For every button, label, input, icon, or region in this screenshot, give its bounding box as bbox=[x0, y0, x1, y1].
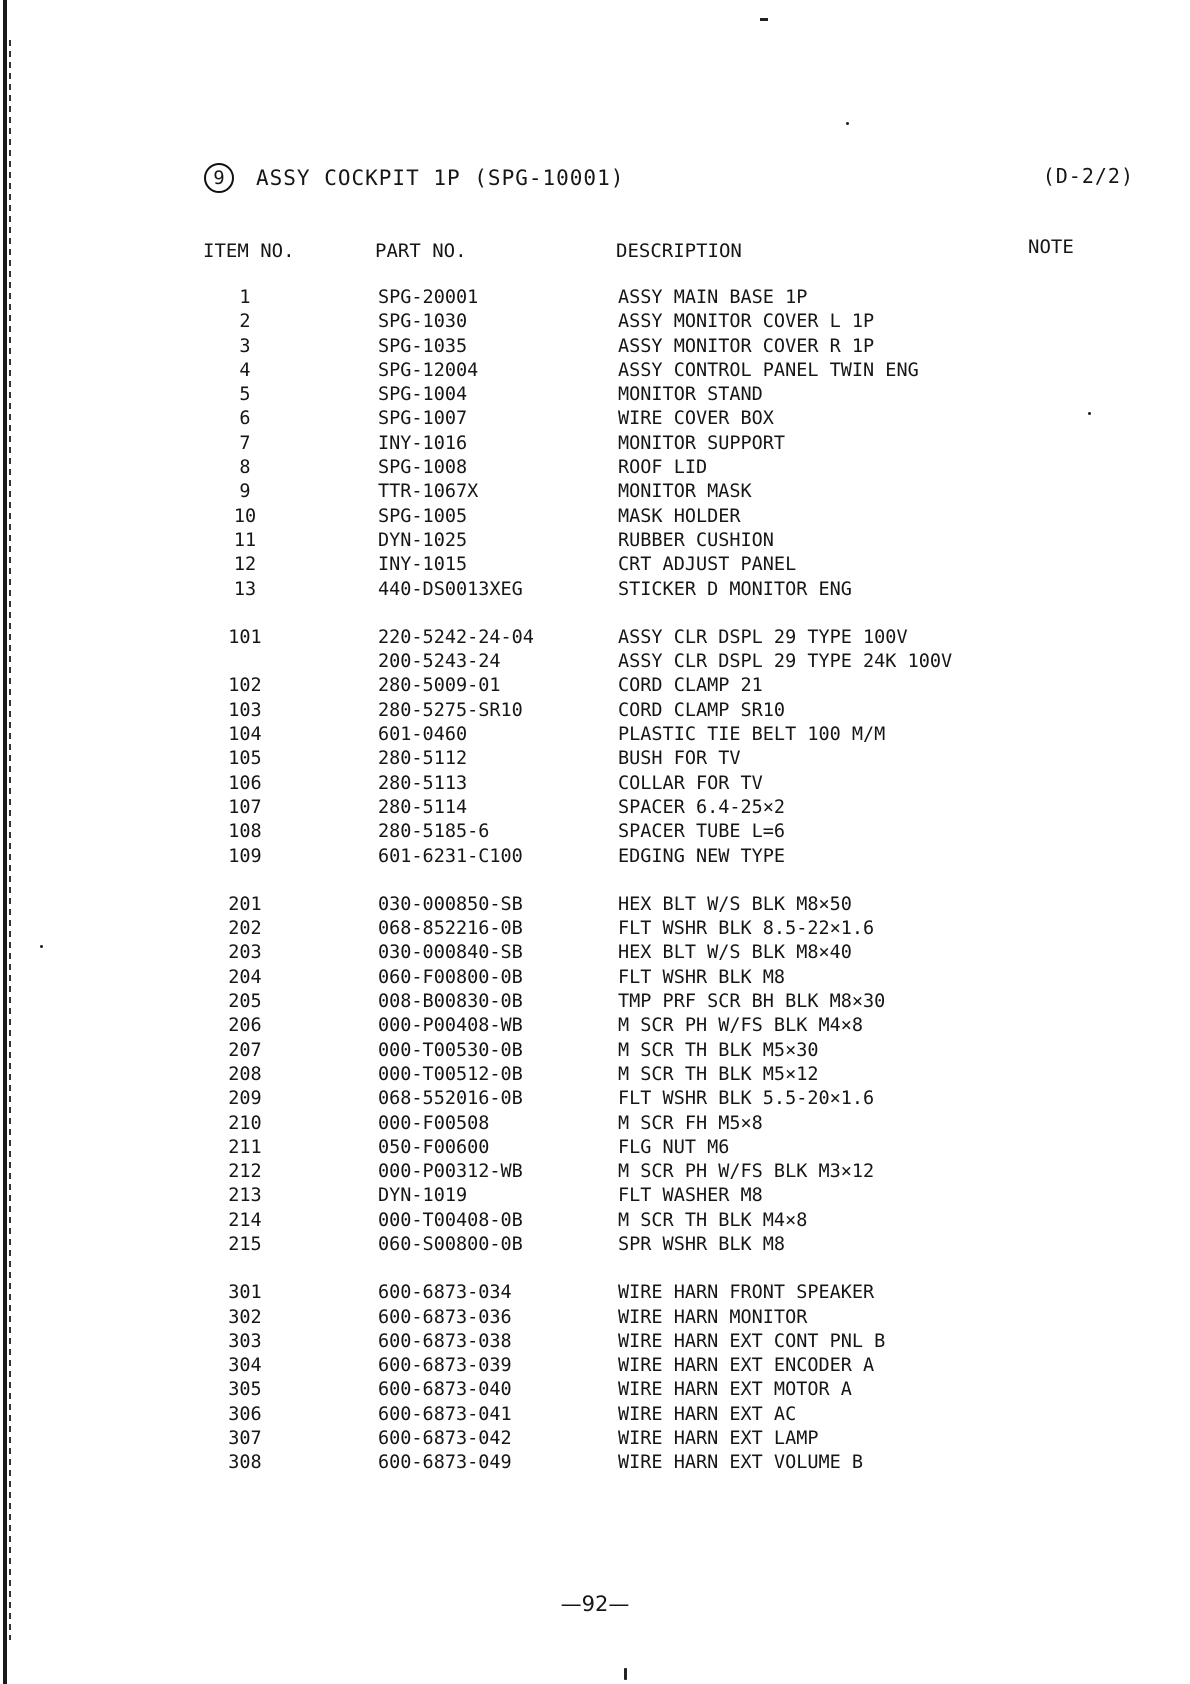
item-number: 108 bbox=[228, 821, 262, 843]
parts-group bbox=[0, 286, 1190, 602]
part-number: 050-F00600 bbox=[378, 1136, 490, 1158]
item-number: 207 bbox=[228, 1039, 262, 1061]
table-row bbox=[0, 990, 1190, 1014]
table-row bbox=[0, 310, 1190, 334]
part-number: 030-000850-SB bbox=[378, 893, 523, 915]
sheet-reference: (D-2/2) bbox=[1042, 164, 1134, 188]
description: M SCR TH BLK M5×30 bbox=[618, 1039, 819, 1061]
table-row bbox=[0, 1184, 1190, 1208]
part-number: 280-5009-01 bbox=[378, 675, 501, 697]
part-number: 000-T00408-0B bbox=[378, 1209, 523, 1231]
item-number: 303 bbox=[228, 1330, 262, 1352]
description: M SCR FH M5×8 bbox=[618, 1112, 763, 1134]
document-title-row bbox=[204, 158, 1134, 198]
part-number: SPG-1004 bbox=[378, 384, 468, 406]
item-number: 212 bbox=[228, 1161, 262, 1183]
item-number: 211 bbox=[228, 1136, 262, 1158]
item-number: 308 bbox=[228, 1452, 262, 1474]
scan-speck bbox=[760, 18, 768, 21]
table-row bbox=[0, 286, 1190, 310]
item-number: 8 bbox=[239, 457, 251, 479]
description: M SCR PH W/FS BLK M3×12 bbox=[618, 1161, 875, 1183]
table-row bbox=[0, 553, 1190, 577]
item-number: 301 bbox=[228, 1282, 262, 1304]
item-number: 215 bbox=[228, 1233, 262, 1255]
part-number: 220-5242-24-04 bbox=[378, 626, 534, 648]
table-row bbox=[0, 796, 1190, 820]
item-number: 206 bbox=[228, 1015, 262, 1037]
item-number: 104 bbox=[228, 724, 262, 746]
part-number: 600-6873-034 bbox=[378, 1282, 512, 1304]
description: CORD CLAMP SR10 bbox=[618, 699, 786, 721]
part-number: 600-6873-049 bbox=[378, 1452, 512, 1474]
table-row bbox=[0, 359, 1190, 383]
description: FLT WSHR BLK M8 bbox=[618, 966, 786, 988]
item-number: 209 bbox=[228, 1088, 262, 1110]
parts-table bbox=[0, 286, 1190, 1500]
table-row bbox=[0, 941, 1190, 965]
part-number: 000-F00508 bbox=[378, 1112, 490, 1134]
item-number: 105 bbox=[228, 748, 262, 770]
description: WIRE COVER BOX bbox=[618, 408, 774, 430]
table-row bbox=[0, 699, 1190, 723]
description: COLLAR FOR TV bbox=[618, 772, 763, 794]
description: ASSY CLR DSPL 29 TYPE 100V bbox=[618, 626, 908, 648]
item-number: 11 bbox=[233, 529, 257, 551]
part-number: SPG-1030 bbox=[378, 311, 468, 333]
table-row bbox=[0, 1209, 1190, 1233]
part-number: SPG-1035 bbox=[378, 335, 468, 357]
table-row bbox=[0, 1112, 1190, 1136]
table-row bbox=[0, 820, 1190, 844]
item-number: 205 bbox=[228, 991, 262, 1013]
part-number: 280-5113 bbox=[378, 772, 468, 794]
part-number: 060-S00800-0B bbox=[378, 1233, 523, 1255]
description: MONITOR SUPPORT bbox=[618, 432, 786, 454]
parts-group bbox=[0, 1281, 1190, 1475]
part-number: DYN-1019 bbox=[378, 1185, 468, 1207]
item-number: 304 bbox=[228, 1355, 262, 1377]
item-number: 12 bbox=[233, 554, 257, 576]
parts-group bbox=[0, 626, 1190, 869]
description: FLT WSHR BLK 8.5-22×1.6 bbox=[618, 918, 875, 940]
part-number: 000-P00408-WB bbox=[378, 1015, 523, 1037]
item-number: 1 bbox=[239, 287, 251, 308]
description: ASSY MAIN BASE 1P bbox=[618, 287, 808, 308]
description: RUBBER CUSHION bbox=[618, 529, 774, 551]
table-row bbox=[0, 1160, 1190, 1184]
table-row bbox=[0, 1330, 1190, 1354]
description: BUSH FOR TV bbox=[618, 748, 741, 770]
table-row bbox=[0, 747, 1190, 771]
part-number: INY-1016 bbox=[378, 432, 468, 454]
item-number: 103 bbox=[228, 699, 262, 721]
table-row bbox=[0, 480, 1190, 504]
part-number: 068-852216-0B bbox=[378, 918, 523, 940]
item-number: 213 bbox=[228, 1185, 262, 1207]
description: M SCR TH BLK M5×12 bbox=[618, 1063, 819, 1085]
part-number: DYN-1025 bbox=[378, 529, 468, 551]
table-row bbox=[0, 1281, 1190, 1305]
table-row bbox=[0, 1306, 1190, 1330]
part-number: 600-6873-041 bbox=[378, 1403, 512, 1425]
item-number: 210 bbox=[228, 1112, 262, 1134]
part-number: 280-5185-6 bbox=[378, 821, 490, 843]
description: CORD CLAMP 21 bbox=[618, 675, 763, 697]
table-row bbox=[0, 772, 1190, 796]
part-number: 200-5243-24 bbox=[378, 651, 501, 673]
part-number: 601-6231-C100 bbox=[378, 845, 523, 867]
item-number: 202 bbox=[228, 918, 262, 940]
column-header-note: NOTE bbox=[1028, 236, 1074, 258]
part-number: SPG-12004 bbox=[378, 359, 479, 381]
part-number: 601-0460 bbox=[378, 724, 468, 746]
part-number: 008-B00830-0B bbox=[378, 991, 523, 1013]
item-number: 107 bbox=[228, 796, 262, 818]
part-number: 000-T00512-0B bbox=[378, 1063, 523, 1085]
description: ASSY MONITOR COVER R 1P bbox=[618, 335, 875, 357]
parts-group bbox=[0, 893, 1190, 1257]
item-number: 307 bbox=[228, 1428, 262, 1450]
description: SPACER TUBE L=6 bbox=[618, 821, 786, 843]
item-number: 101 bbox=[228, 626, 262, 648]
description: EDGING NEW TYPE bbox=[618, 845, 786, 867]
description: ASSY MONITOR COVER L 1P bbox=[618, 311, 875, 333]
description: HEX BLT W/S BLK M8×50 bbox=[618, 893, 852, 915]
table-row bbox=[0, 845, 1190, 869]
description: HEX BLT W/S BLK M8×40 bbox=[618, 942, 852, 964]
description: PLASTIC TIE BELT 100 M/M bbox=[618, 724, 886, 746]
part-number: 600-6873-042 bbox=[378, 1428, 512, 1450]
table-row bbox=[0, 432, 1190, 456]
description: WIRE HARN FRONT SPEAKER bbox=[618, 1282, 875, 1304]
table-row bbox=[0, 1451, 1190, 1475]
part-number: 600-6873-040 bbox=[378, 1379, 512, 1401]
part-number: SPG-1007 bbox=[378, 408, 468, 430]
item-number: 2 bbox=[239, 311, 251, 333]
table-row bbox=[0, 1063, 1190, 1087]
description: WIRE HARN EXT MOTOR A bbox=[618, 1379, 852, 1401]
description: WIRE HARN EXT AC bbox=[618, 1403, 797, 1425]
description: TMP PRF SCR BH BLK M8×30 bbox=[618, 991, 886, 1013]
item-number: 3 bbox=[239, 335, 251, 357]
description: ASSY CLR DSPL 29 TYPE 24K 100V bbox=[618, 651, 953, 673]
scan-speck bbox=[846, 122, 849, 125]
description: WIRE HARN EXT CONT PNL B bbox=[618, 1330, 886, 1352]
table-row bbox=[0, 917, 1190, 941]
description: MASK HOLDER bbox=[618, 505, 741, 527]
document-title: ASSY COCKPIT 1P (SPG-10001) bbox=[256, 166, 625, 190]
description: SPR WSHR BLK M8 bbox=[618, 1233, 786, 1255]
table-row bbox=[0, 650, 1190, 674]
description: CRT ADJUST PANEL bbox=[618, 554, 797, 576]
table-row bbox=[0, 505, 1190, 529]
table-row bbox=[0, 966, 1190, 990]
column-header-item: ITEM NO. bbox=[203, 240, 295, 262]
table-row bbox=[0, 335, 1190, 359]
table-row bbox=[0, 1233, 1190, 1257]
description: FLT WASHER M8 bbox=[618, 1185, 763, 1207]
part-number: 600-6873-036 bbox=[378, 1306, 512, 1328]
table-row bbox=[0, 1039, 1190, 1063]
item-number: 306 bbox=[228, 1403, 262, 1425]
table-row bbox=[0, 626, 1190, 650]
item-number: 214 bbox=[228, 1209, 262, 1231]
item-number: 305 bbox=[228, 1379, 262, 1401]
description: STICKER D MONITOR ENG bbox=[618, 578, 852, 600]
part-number: INY-1015 bbox=[378, 554, 468, 576]
description: MONITOR STAND bbox=[618, 384, 763, 406]
item-number: 6 bbox=[239, 408, 251, 430]
item-number: 203 bbox=[228, 942, 262, 964]
table-row bbox=[0, 1378, 1190, 1402]
part-number: SPG-20001 bbox=[378, 287, 479, 308]
part-number: SPG-1008 bbox=[378, 457, 468, 479]
description: MONITOR MASK bbox=[618, 481, 752, 503]
description: WIRE HARN EXT LAMP bbox=[618, 1428, 819, 1450]
item-number: 208 bbox=[228, 1063, 262, 1085]
table-row bbox=[0, 1427, 1190, 1451]
part-number: 000-P00312-WB bbox=[378, 1161, 523, 1183]
part-number: 000-T00530-0B bbox=[378, 1039, 523, 1061]
section-number-badge: 9 bbox=[204, 163, 234, 193]
table-row bbox=[0, 1354, 1190, 1378]
table-row bbox=[0, 1136, 1190, 1160]
part-number: 280-5275-SR10 bbox=[378, 699, 523, 721]
scan-speck bbox=[624, 1668, 627, 1680]
table-row bbox=[0, 529, 1190, 553]
table-row bbox=[0, 1403, 1190, 1427]
item-number: 102 bbox=[228, 675, 262, 697]
table-row bbox=[0, 383, 1190, 407]
item-number: 109 bbox=[228, 845, 262, 867]
item-number: 10 bbox=[233, 505, 257, 527]
table-row bbox=[0, 407, 1190, 431]
item-number: 201 bbox=[228, 893, 262, 915]
item-number: 13 bbox=[233, 578, 257, 600]
item-number: 302 bbox=[228, 1306, 262, 1328]
table-row bbox=[0, 893, 1190, 917]
table-row bbox=[0, 1014, 1190, 1038]
description: FLG NUT M6 bbox=[618, 1136, 730, 1158]
part-number: 600-6873-038 bbox=[378, 1330, 512, 1352]
column-header-part: PART NO. bbox=[375, 240, 467, 262]
table-row bbox=[0, 723, 1190, 747]
description: WIRE HARN MONITOR bbox=[618, 1306, 808, 1328]
item-number: 204 bbox=[228, 966, 262, 988]
part-number: 280-5114 bbox=[378, 796, 468, 818]
part-number: 600-6873-039 bbox=[378, 1355, 512, 1377]
description: ROOF LID bbox=[618, 457, 708, 479]
table-row bbox=[0, 674, 1190, 698]
description: SPACER 6.4-25×2 bbox=[618, 796, 786, 818]
part-number: 068-552016-0B bbox=[378, 1088, 523, 1110]
part-number: 030-000840-SB bbox=[378, 942, 523, 964]
part-number: 060-F00800-0B bbox=[378, 966, 523, 988]
item-number: 4 bbox=[239, 359, 251, 381]
part-number: SPG-1005 bbox=[378, 505, 468, 527]
item-number: 9 bbox=[239, 481, 251, 503]
part-number: 280-5112 bbox=[378, 748, 468, 770]
description: FLT WSHR BLK 5.5-20×1.6 bbox=[618, 1088, 875, 1110]
table-row bbox=[0, 456, 1190, 480]
part-number: TTR-1067X bbox=[378, 481, 479, 503]
table-header bbox=[0, 236, 1190, 270]
page-number: —92— bbox=[560, 1592, 630, 1616]
description: M SCR PH W/FS BLK M4×8 bbox=[618, 1015, 864, 1037]
description: WIRE HARN EXT ENCODER A bbox=[618, 1355, 875, 1377]
item-number: 7 bbox=[239, 432, 251, 454]
part-number: 440-DS0013XEG bbox=[378, 578, 523, 600]
description: M SCR TH BLK M4×8 bbox=[618, 1209, 808, 1231]
column-header-description: DESCRIPTION bbox=[616, 240, 742, 262]
item-number: 106 bbox=[228, 772, 262, 794]
description: ASSY CONTROL PANEL TWIN ENG bbox=[618, 359, 919, 381]
table-row bbox=[0, 578, 1190, 602]
table-row bbox=[0, 1087, 1190, 1111]
item-number: 5 bbox=[239, 384, 251, 406]
description: WIRE HARN EXT VOLUME B bbox=[618, 1452, 864, 1474]
